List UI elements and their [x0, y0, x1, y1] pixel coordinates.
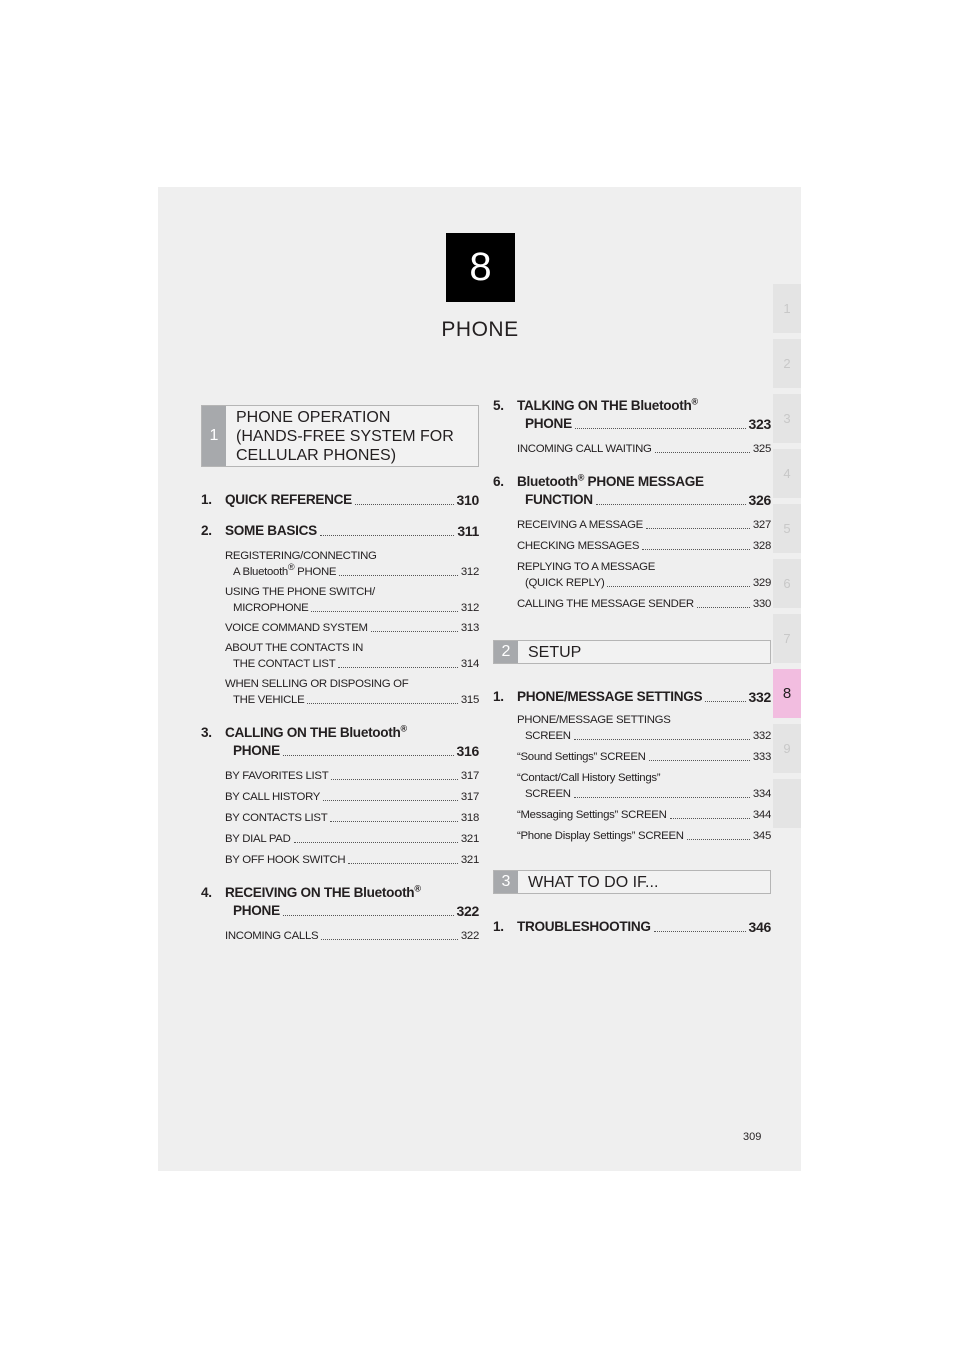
entry-label: TALKING ON THE Bluetooth — [517, 398, 692, 413]
sub-label: BY CONTACTS LIST — [225, 812, 328, 824]
sub-page: 312 — [460, 566, 479, 578]
toc-sub-incoming-calls[interactable] — [201, 928, 479, 944]
side-tab-4[interactable]: 4 — [773, 449, 801, 498]
entry-page: 310 — [456, 492, 479, 508]
sub-label-line: REGISTERING/CONNECTING — [225, 550, 377, 562]
section-title: WHAT TO DO IF... — [528, 874, 659, 891]
toc-sub-replying[interactable] — [493, 559, 771, 591]
sub-label: RECEIVING A MESSAGE — [517, 519, 643, 531]
chapter-number-box — [446, 233, 515, 302]
sub-label: (QUICK REPLY) — [525, 577, 605, 589]
entry-page: 311 — [457, 523, 479, 539]
toc-sub-off-hook[interactable] — [201, 852, 479, 868]
entry-page: 322 — [456, 903, 479, 919]
sub-label: BY FAVORITES LIST — [225, 770, 329, 782]
side-tab-8-active[interactable]: 8 — [773, 669, 801, 718]
toc-sub-sound-settings[interactable] — [493, 749, 771, 765]
sub-label-line: WHEN SELLING OR DISPOSING OF — [225, 678, 409, 690]
sub-page: 322 — [460, 930, 479, 942]
toc-sub-settings-screen[interactable] — [493, 712, 771, 744]
sub-page: 327 — [752, 519, 771, 531]
entry-label: PHONE — [233, 903, 280, 918]
toc-entry-settings[interactable] — [493, 688, 771, 706]
side-tab-1[interactable]: 1 — [773, 284, 801, 333]
sub-page: 314 — [460, 658, 479, 670]
entry-label: PHONE — [233, 743, 280, 758]
entry-label: SOME BASICS — [225, 523, 317, 538]
entry-number: 5. — [493, 398, 504, 413]
entry-number: 4. — [201, 885, 212, 900]
toc-sub-registering[interactable]: REGISTERING/CONNECTING A Bluetooth® PHONE 312 — [225, 550, 479, 578]
sub-label: “Messaging Settings” SCREEN — [517, 809, 667, 821]
sub-label: CALLING THE MESSAGE SENDER — [517, 598, 694, 610]
toc-sub-favorites[interactable] — [201, 768, 479, 784]
sub-page: 318 — [460, 812, 479, 824]
section-title-line: (HANDS-FREE SYSTEM FOR — [236, 428, 454, 445]
entry-label: PHONE MESSAGE — [584, 474, 704, 489]
side-tab-2[interactable]: 2 — [773, 339, 801, 388]
sub-page: 345 — [752, 830, 771, 842]
toc-sub-contacts[interactable] — [201, 640, 479, 672]
toc-entry-quick-reference[interactable] — [201, 491, 479, 509]
sub-label: MICROPHONE — [233, 602, 309, 614]
sub-page: 313 — [460, 622, 479, 634]
entry-label: PHONE — [525, 416, 572, 431]
sub-label: BY OFF HOOK SWITCH — [225, 854, 346, 866]
sub-page: 328 — [752, 540, 771, 552]
toc-entry-receiving[interactable]: 4. RECEIVING ON THE Bluetooth® PHONE 322 — [201, 883, 479, 919]
sub-label-line: REPLYING TO A MESSAGE — [517, 561, 656, 573]
toc-sub-call-waiting[interactable] — [493, 441, 771, 457]
section-number: 2 — [494, 641, 518, 663]
entry-number: 6. — [493, 474, 504, 489]
side-tab-10[interactable] — [773, 779, 801, 828]
toc-sub-phone-switch[interactable] — [201, 584, 479, 616]
sub-page: 344 — [752, 809, 771, 821]
toc-sub-call-history[interactable] — [201, 789, 479, 805]
section-number: 3 — [494, 871, 518, 893]
entry-label: RECEIVING ON THE Bluetooth — [225, 885, 415, 900]
toc-sub-dial-pad[interactable] — [201, 831, 479, 847]
sub-page: 334 — [752, 788, 771, 800]
sub-label: THE CONTACT LIST — [233, 658, 336, 670]
entry-page: 332 — [748, 689, 771, 705]
entry-number: 1. — [493, 689, 504, 704]
toc-sub-voice-command[interactable] — [201, 620, 479, 636]
entry-page: 323 — [748, 416, 771, 432]
toc-sub-contact-history-settings[interactable] — [493, 770, 771, 802]
sub-label: VOICE COMMAND SYSTEM — [225, 622, 368, 634]
sub-page: 330 — [752, 598, 771, 610]
entry-number: 3. — [201, 725, 212, 740]
entry-label: CALLING ON THE Bluetooth — [225, 725, 401, 740]
entry-label: Bluetooth — [517, 474, 578, 489]
entry-label: QUICK REFERENCE — [225, 492, 352, 507]
entry-number: 1. — [493, 919, 504, 934]
toc-left-column — [201, 405, 479, 944]
sub-page: 321 — [460, 854, 479, 866]
sub-label: PHONE — [294, 566, 337, 578]
toc-entry-some-basics[interactable] — [201, 522, 479, 540]
section-header-2 — [493, 640, 771, 664]
sub-label: THE VEHICLE — [233, 694, 305, 706]
section-title — [226, 406, 462, 466]
sub-label: INCOMING CALL WAITING — [517, 443, 652, 455]
sub-page: 317 — [460, 791, 479, 803]
entry-page: 326 — [748, 492, 771, 508]
sub-page: 317 — [460, 770, 479, 782]
page-number: 309 — [743, 1131, 762, 1143]
toc-sub-receiving-message[interactable] — [493, 517, 771, 533]
sub-label: A Bluetooth — [233, 566, 288, 578]
sub-page: 329 — [752, 577, 771, 589]
sub-label: CHECKING MESSAGES — [517, 540, 640, 552]
side-tab-6[interactable]: 6 — [773, 559, 801, 608]
toc-entry-calling[interactable]: 3. CALLING ON THE Bluetooth® PHONE 316 — [201, 723, 479, 759]
toc-sub-messaging-settings[interactable] — [493, 807, 771, 823]
sub-label-line: ABOUT THE CONTACTS IN — [225, 642, 363, 654]
toc-entry-talking[interactable]: 5. TALKING ON THE Bluetooth® PHONE 323 — [493, 396, 771, 432]
toc-sub-phone-display-settings[interactable] — [493, 828, 771, 844]
sub-label-line: PHONE/MESSAGE SETTINGS — [517, 714, 671, 726]
sub-page: 312 — [460, 602, 479, 614]
toc-sub-selling[interactable] — [201, 676, 479, 708]
entry-number: 1. — [201, 492, 212, 507]
entry-number: 2. — [201, 523, 212, 538]
sub-page: 321 — [460, 833, 479, 845]
side-tab-3[interactable]: 3 — [773, 394, 801, 443]
section-number: 1 — [202, 406, 226, 466]
sub-label: “Sound Settings” SCREEN — [517, 751, 646, 763]
section-header-1 — [201, 405, 479, 467]
sub-label-line: USING THE PHONE SWITCH/ — [225, 586, 375, 598]
toc-right-column — [493, 397, 771, 936]
section-title-line: PHONE OPERATION — [236, 409, 391, 426]
toc-entry-troubleshooting[interactable] — [493, 918, 771, 936]
toc-sub-checking-messages[interactable] — [493, 538, 771, 554]
sub-page: 333 — [752, 751, 771, 763]
side-tabs — [773, 284, 801, 834]
section-title-line: CELLULAR PHONES) — [236, 447, 397, 464]
sub-page: 325 — [752, 443, 771, 455]
sub-page: 315 — [460, 694, 479, 706]
section-title: SETUP — [528, 644, 582, 661]
side-tab-7[interactable]: 7 — [773, 614, 801, 663]
entry-page: 346 — [748, 919, 771, 935]
entry-label: FUNCTION — [525, 492, 593, 507]
entry-label: TROUBLESHOOTING — [517, 919, 651, 934]
entry-page: 316 — [456, 743, 479, 759]
sub-label: INCOMING CALLS — [225, 930, 319, 942]
side-tab-9[interactable]: 9 — [773, 724, 801, 773]
sub-label: “Phone Display Settings” SCREEN — [517, 830, 684, 842]
sub-label: BY DIAL PAD — [225, 833, 291, 845]
sub-page: 332 — [752, 730, 771, 742]
entry-label: PHONE/MESSAGE SETTINGS — [517, 689, 703, 704]
sub-label: SCREEN — [525, 788, 571, 800]
side-tab-5[interactable]: 5 — [773, 504, 801, 553]
sub-label: BY CALL HISTORY — [225, 791, 321, 803]
chapter-title: PHONE — [441, 318, 519, 341]
sub-label: SCREEN — [525, 730, 571, 742]
chapter-number: 8 — [469, 245, 492, 289]
toc-entry-message-function[interactable]: 6. Bluetooth® PHONE MESSAGE FUNCTION 326 — [493, 472, 771, 508]
toc-sub-contacts-list[interactable] — [201, 810, 479, 826]
toc-sub-calling-sender[interactable] — [493, 596, 771, 612]
section-header-3 — [493, 870, 771, 894]
sub-label-line: “Contact/Call History Settings” — [517, 772, 661, 784]
